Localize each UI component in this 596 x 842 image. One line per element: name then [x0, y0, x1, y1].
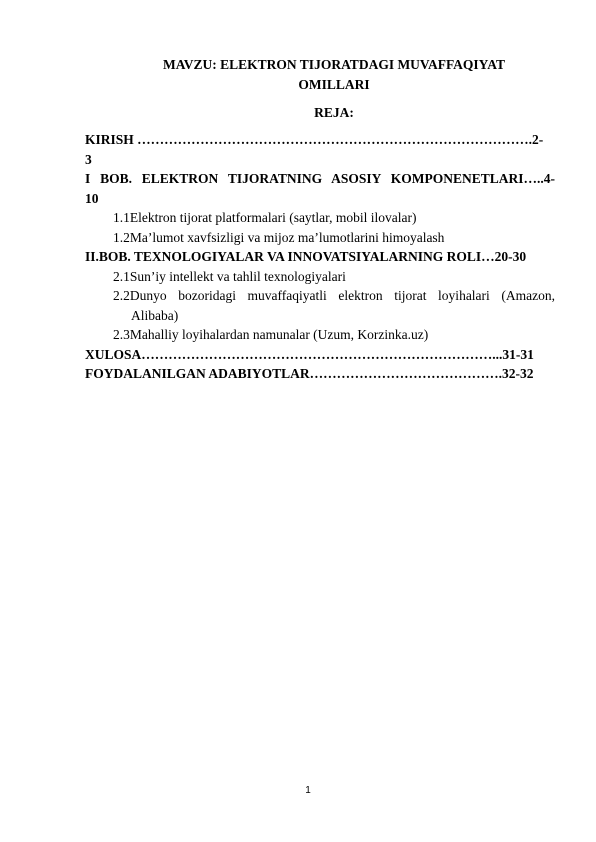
page-number: 1 — [305, 785, 311, 796]
title-line-1: MAVZU: ELEKTRON TIJORATDAGI MUVAFFAQIYAT — [163, 57, 505, 72]
toc-entry-introduction — [85, 130, 555, 150]
toc-entry-section-1-1: 1.1Elektron tijorat platformalari (saytlar, mobil ilovalar) — [113, 210, 417, 225]
toc-section-2-2-line-1: 2.2Dunyo bozoridagi muvaffaqiyatli elektron tijorat loyihalari (Amazon, — [113, 288, 555, 303]
toc-entry-chapter-2: II.BOB. TEXNOLOGIYALAR VA INNOVATSIYALARNING ROLI…20-30 — [85, 249, 527, 264]
toc-entry-references: FOYDALANILGAN ADABIYOTLAR…………………………………….32-32 — [85, 366, 534, 381]
toc-chapter-1-line-2: 10 — [85, 190, 99, 206]
toc-entry-chapter-1 — [85, 169, 555, 189]
toc-entry-conclusion: XULOSA……………………………………………………………………...31-31 — [85, 346, 534, 362]
toc-entry-chapter-1-continued — [85, 189, 555, 209]
title-line-2: OMILLARI — [298, 77, 370, 92]
table-of-contents — [85, 130, 555, 384]
toc-entry-section-2-2 — [85, 286, 555, 306]
document-title — [85, 55, 555, 95]
toc-chapter-1-line-1: I BOB. ELEKTRON TIJORATNING ASOSIY KOMPONENETLARI…..4- — [85, 171, 555, 186]
plan-heading: REJA: — [314, 105, 354, 120]
toc-introduction-line-2: 3 — [85, 151, 92, 167]
toc-entry-section-1-2: 1.2Ma’lumot xavfsizligi va mijoz ma’lumotlarini himoyalash — [113, 229, 445, 245]
toc-section-2-2-line-2: Alibaba) — [131, 307, 179, 323]
toc-entry-section-2-3: 2.3Mahalliy loyihalardan namunalar (Uzum, Korzinka.uz) — [113, 327, 429, 342]
toc-entry-introduction-continued — [85, 150, 555, 170]
toc-entry-section-2-1: 2.1Sun’iy intellekt va tahlil texnologiyalari — [113, 268, 346, 284]
toc-introduction-line-1: KIRISH …………………………………………………………………………….2- — [85, 132, 544, 147]
toc-entry-section-2-2-continued — [85, 306, 555, 326]
